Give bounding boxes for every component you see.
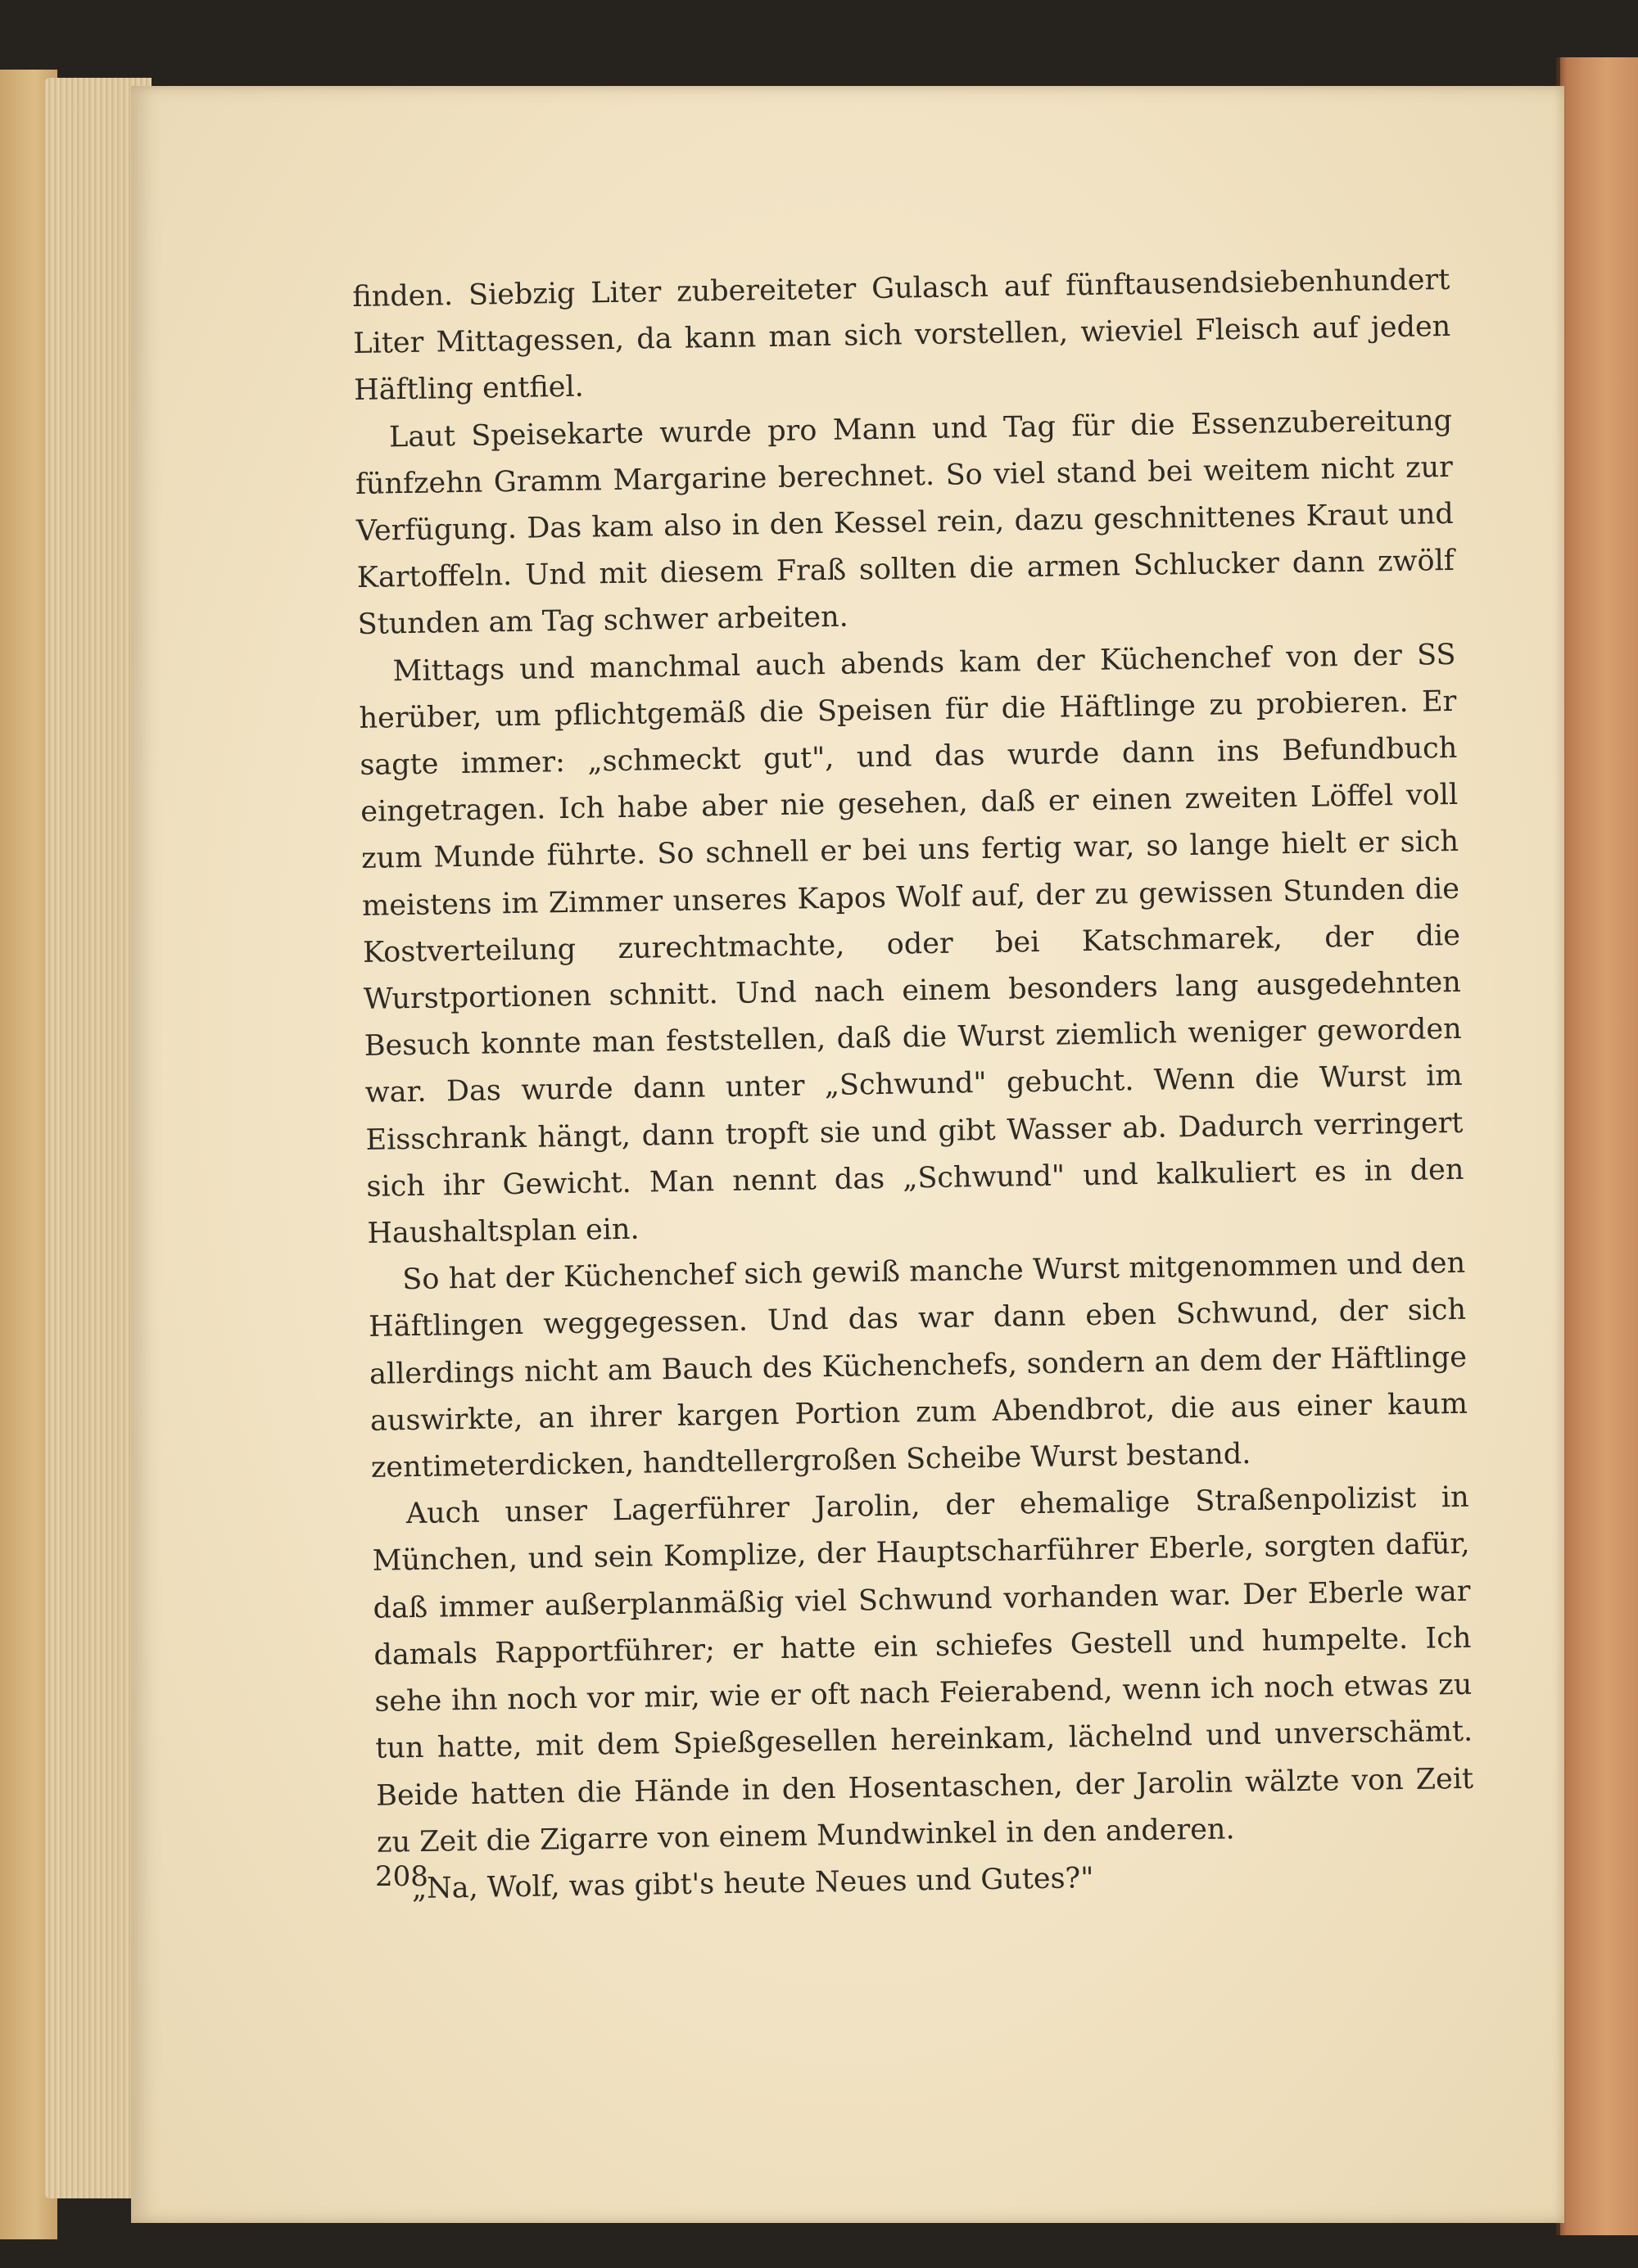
book-cover-right [1560,57,1638,2235]
page-number: 208 [375,1860,428,1893]
paragraph-3: Mittags und manchmal auch abends kam der Küchenchef von der SS herüber, um pflichtgemäß die Speisen für die Häftlinge zu probieren. Er sagte immer: „schmeckt gut", und das wurde dann ins Befundbuch eingetragen. Ich habe aber nie gesehen, daß er einen zweiten Löffel voll zum Munde führte. So schnell er bei uns fertig war, so lange hielt er sich meistens im Zimmer unseres Kapos Wolf auf, der zu gewissen Stunden die Kostverteilung zurechtmachte, oder bei Katschmarek, der die Wurstportionen schnitt. Und nach einem besonders lang ausgedehnten Besuch konnte man feststellen, daß die Wurst ziemlich weniger geworden war. Das wurde dann unter „Schwund" gebucht. Wenn die Wurst im Eisschrank hängt, dann tropft sie und gibt Wasser ab. Dadurch verringert sich ihr Gewicht. Man nennt das „Schwund" und kalkuliert es in den Haushaltsplan ein. [359,638,1464,1250]
page-text [352,257,1475,1913]
paragraph-2: Laut Speisekarte wurde pro Mann und Tag für die Essenzubereitung fünfzehn Gramm Margarine berechnet. So viel stand bei weitem nicht zur Verfügung. Das kam also in den Kessel rein, dazu geschnittenes Kraut und Kartoffeln. Und mit diesem Fraß sollten die armen Schlucker dann zwölf Stunden am Tag schwer arbeiten. [355,404,1455,642]
paragraph-5: Auch unser Lagerführer Jarolin, der ehemalige Straßenpolizist in München, und sein Komplize, der Hauptscharführer Eberle, sorgten dafür, daß immer außerplanmäßig viel Schwund vorhanden war. Der Eberle war damals Rapportführer; er hatte ein schiefes Gestell und humpelte. Ich sehe ihn noch vor mir, wie er oft nach Feierabend, wenn ich noch etwas zu tun hatte, mit dem Spießgesellen hereinkam, lächelnd und unverschämt. Beide hatten die Hände in den Hosentaschen, der Jarolin wälzte von Zeit zu Zeit die Zigarre von einem Mundwinkel in den anderen. [372,1481,1474,1859]
paragraph-4: So hat der Küchenchef sich gewiß manche Wurst mitgenommen und den Häftlingen weggegessen. Und das war dann eben Schwund, der sich allerdings nicht am Bauch des Küchenchefs, sondern an dem der Häftlinge auswirkte, an ihrer kargen Portion zum Abendbrot, die aus einer kaum zentimeterdicken, handtellergroßen Scheibe Wurst bestand. [368,1247,1468,1484]
paragraph-6: „Na, Wolf, was gibt's heute Neues und Gutes?" [411,1861,1094,1906]
paragraph-1: finden. Siebzig Liter zubereiteter Gulasch auf fünftausendsiebenhundert Liter Mittagessen, da kann man sich vorstellen, wieviel Fleisch auf jeden Häftling entfiel. [352,263,1451,408]
